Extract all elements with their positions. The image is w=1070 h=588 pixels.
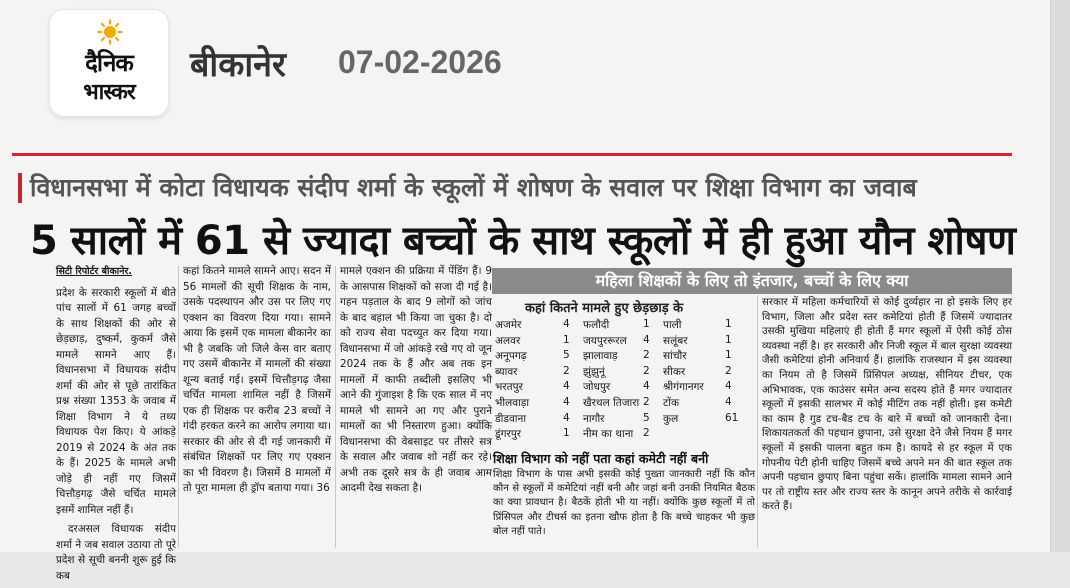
paragraph: कहां कितने मामले सामने आए। सदन में 56 मामलों की सूची शिक्षक के नाम, उसके पदस्थापन और उस पर लिए गए एक्शन का विवरण दिया गया। सामने आया कि इसमें एक मामला बीकानेर का भी है जबकि जो जिले केस वार बताए गए उसमें बीकानेर में मामलों की संख्या शून्य बताई गई। इसमें चित्तौड़गढ़ जैसा चर्चित मामला शामिल नहीं है जिसमें एक ही शिक्षक पर करीब 23 बच्चों ने गंदी हरकत करने का आरोप लगाया था। सरकार की ओर से दी गई जानकारी में संबंधित शिक्षकों पर लिए गए एक्शन का भी विवरण है। जिसमें 8 मामलों में तो पूरा मामला ही ड्रॉप बताया गया। 36 — [183, 265, 331, 494]
case-count: 5 — [643, 411, 650, 424]
box-subhead: शिक्षा विभाग को नहीं पता कहां कमेटी नहीं बनी — [493, 451, 709, 466]
district-name: भीलवाड़ा — [495, 396, 530, 409]
district-name: अनूपगढ़ — [495, 350, 527, 363]
table-cell — [583, 349, 663, 365]
cases-table — [495, 318, 745, 443]
district-name: भरतपुर — [495, 381, 523, 394]
table-cell — [583, 427, 663, 443]
district-name: श्रीगंगानगर — [663, 381, 704, 394]
table-cell — [663, 427, 745, 443]
case-count: 61 — [725, 411, 739, 424]
table-cell — [663, 349, 745, 365]
headline: 5 सालों में 61 से ज्यादा बच्चों के साथ स्कूलों में ही हुआ यौन शोषण — [30, 218, 1016, 264]
district-name — [663, 427, 725, 443]
paragraph: सरकार में महिला कर्मचारियों से कोई दुर्व्यहार ना हो इसके लिए हर विभाग, जिला और प्रदेश स्तर कमेटियां होती हैं जिसमें ज्यादातर उसकी मुखिया महिलाएं ही होती हैं मगर स्कूलों में ऐसी कोई ठोस व्यवस्था नहीं है। हर सरकारी और निजी स्कूल में बाल सुरक्षा व्यवस्था जैसी कमेटियां होनी अनिवार्य हैं। हालांकि राजस्थान में इस व्यवस्था का नियम तो है जिसमें प्रिंसिपल अध्यक्ष, सीनियर टीचर, एक अभिभावक, एक काउंसर समेत अन्य सदस्य होते हैं मगर ज्यादातर स्कूलों में इसकी सालभर में कोई मीटिंग तक नहीं होती। इस कमेटी का काम है गुड टच-बैड टच के बारे में बच्चों को जानकारी देना। शिकायतकर्ता की पहचान छुपाना, उसे सुरक्षा देने जैसे नियम हैं मगर स्कूलों में इसकी पालना बहुत कम है। कायदे से हर स्कूल में एक गोपनीय पेटी होनी चाहिए जिसमें बच्चे अपने मन की बात स्कूल तक अपनी पहचान छुपाए बिना पहुंचा सकें। हालांकि मामला सामने आने पर तो राष्ट्रीय स्तर और राज्य स्तर के कानून अपने तरीके से कार्रवाई करते हैं। — [762, 297, 1012, 513]
district-name: नीम का थाना — [583, 428, 634, 441]
table-row — [495, 380, 745, 396]
table-cell — [583, 334, 663, 350]
district-name: नागौर — [583, 412, 605, 425]
case-count: 4 — [725, 380, 732, 393]
district-name: डूंगरपुर — [495, 428, 522, 441]
district-name: सलूंबर — [663, 334, 688, 347]
table-row — [495, 396, 745, 412]
case-count: 4 — [643, 333, 650, 346]
column-divider — [757, 296, 758, 548]
district-name: जयपुररूरल — [583, 334, 627, 347]
table-cell — [583, 396, 663, 412]
case-count: 1 — [563, 333, 570, 346]
district-name: फलौदी — [583, 319, 610, 331]
district-name: अलवर — [495, 334, 521, 347]
table-cell — [495, 349, 583, 365]
district-name: झालावाड़ — [583, 350, 618, 363]
case-count: 1 — [725, 333, 732, 346]
table-cell — [495, 396, 583, 412]
district-name: पाली — [663, 319, 682, 331]
column-1 — [56, 264, 176, 588]
table-cell — [583, 380, 663, 396]
edition-date: 07-02-2026 — [338, 44, 502, 80]
district-name: जोधपुर — [583, 381, 611, 394]
case-count — [725, 427, 745, 443]
paragraph: मामले एक्शन की प्रक्रिया में पेंडिंग हैं। 9 के आसपास शिक्षकों को सजा दी गई है। गहन पड़ताल के बाद 9 लोगों को जांच के बाद बहाल भी किया जा चुका है। दो को राज्य सेवा पदच्युत कर दिया गया। विधानसभा में जो आंकड़े रखे गए वो जून 2024 तक के हैं और अब तक इन मामलों में काफी तब्दीली इसलिए भी आने की गुंजाइश है कि एक साल में नए मामले भी सामने आ गए और पुराने मामलों का भी निस्तारण हुआ। क्योंकि विधानसभा की वेबसाइट पर तीसरे सत्र के सवाल और जवाब शो नहीं कर रहे। अभी तक दूसरे सत्र के ही जवाब आम आदमी देख सकता है। — [340, 265, 492, 494]
table-cell — [495, 427, 583, 443]
table-cell — [583, 318, 663, 334]
case-count: 2 — [563, 364, 570, 377]
case-count: 2 — [643, 395, 650, 408]
column-divider — [335, 266, 336, 548]
table-cell — [495, 318, 583, 334]
district-name: ब्यावर — [495, 365, 518, 378]
table-row — [495, 365, 745, 381]
dainik-bhaskar-logo — [50, 10, 168, 116]
kicker: विधानसभा में कोटा विधायक संदीप शर्मा के स्कूलों में शोषण के सवाल पर शिक्षा विभाग का जवाब — [30, 173, 917, 202]
district-name: खैरथल तिजारा — [583, 396, 640, 409]
case-count: 1 — [725, 318, 732, 330]
case-count: 1 — [643, 318, 650, 330]
district-name: अजमेर — [495, 319, 522, 331]
logo-line-2: भास्कर — [83, 80, 135, 105]
district-name: सांचौर — [663, 350, 687, 363]
district-name: टोंक — [663, 396, 680, 409]
case-count: 2 — [643, 427, 650, 440]
table-title: कहां कितने मामले हुए छेड़छाड़ के — [525, 301, 684, 316]
column-4 — [762, 296, 1012, 519]
table-cell — [583, 365, 663, 381]
table-cell — [663, 412, 745, 428]
table-cell — [663, 365, 745, 381]
case-count: 1 — [725, 349, 732, 362]
box-header: महिला शिक्षकों के लिए तो इंतजार, बच्चों के लिए क्या — [492, 268, 1012, 294]
district-name: झुंझुनूं — [583, 365, 605, 378]
case-count: 4 — [563, 318, 570, 330]
table-cell — [663, 334, 745, 350]
table-row — [495, 427, 745, 443]
sun-icon — [97, 19, 123, 45]
case-count: 4 — [563, 395, 570, 408]
case-count: 4 — [563, 380, 570, 393]
table-row — [495, 349, 745, 365]
table-cell — [663, 318, 745, 334]
window-edge — [1050, 0, 1070, 552]
district-name: डीडवाना — [495, 412, 527, 425]
case-count: 4 — [643, 380, 650, 393]
column-2 — [183, 264, 331, 501]
table-cell — [663, 396, 745, 412]
case-count: 1 — [563, 427, 570, 440]
table-row — [495, 334, 745, 350]
logo-line-1: दैनिक — [85, 49, 133, 77]
table-cell — [495, 365, 583, 381]
kicker-accent — [18, 173, 22, 203]
case-count: 2 — [725, 364, 732, 377]
table-cell — [495, 412, 583, 428]
column-divider — [178, 266, 179, 548]
case-count: 2 — [643, 364, 650, 377]
column-3 — [340, 264, 492, 501]
byline: सिटी रिपोर्टर बीकानेर. — [56, 266, 133, 277]
table-row — [495, 318, 745, 334]
table-cell — [583, 412, 663, 428]
table-row — [495, 412, 745, 428]
table-cell — [495, 334, 583, 350]
table-cell — [663, 380, 745, 396]
paragraph: दरअसल विधायक संदीप शर्मा ने जब सवाल उठाया तो पूरे प्रदेश से सूची बननी शुरू हुई कि कब — [56, 523, 176, 582]
district-name: सीकर — [663, 365, 686, 378]
case-count: 2 — [643, 349, 650, 362]
paragraph: प्रदेश के सरकारी स्कूलों में बीते पांच सालों में 61 जगह बच्चों के साथ शिक्षकों की ओर से छेड़छाड़, दुष्कर्म, कुकर्म जैसे मामले सामने आए हैं। विधानसभा में विधायक संदीप शर्मा की ओर से पूछे तारांकित प्रश्न संख्या 1353 के जवाब में शिक्षा विभाग ने ये तथ्य विधायक पेश किए। ये आंकड़े 2019 से 2024 के अंत तक के हैं। 2025 के मामले अभी जोड़े ही नहीं गए जिसमें चित्तौड़गढ़ जैसे चर्चित मामले इसमें शामिल नहीं हैं। — [56, 286, 176, 516]
edition-city: बीकानेर — [190, 45, 286, 85]
red-rule — [12, 153, 1012, 156]
case-count: 4 — [725, 395, 732, 408]
case-count: 4 — [563, 411, 570, 424]
district-name: कुल — [663, 412, 679, 425]
box-body: शिक्षा विभाग के पास अभी इसकी कोई पुख्ता जानकारी नहीं कि कौन कौन से स्कूलों में कमेटियां नहीं बनी और जहां बनी उनकी नियमित बैठक का क्या प्रावधान है। बैठकें होती भी या नहीं। क्योंकि कुछ स्कूलों में तो प्रिंसिपल और टीचर्स का इतना खौफ होता है कि बच्चे चाहकर भी कुछ बोल नहीं पाते। — [493, 469, 755, 537]
table-cell — [495, 380, 583, 396]
case-count: 5 — [563, 349, 570, 362]
